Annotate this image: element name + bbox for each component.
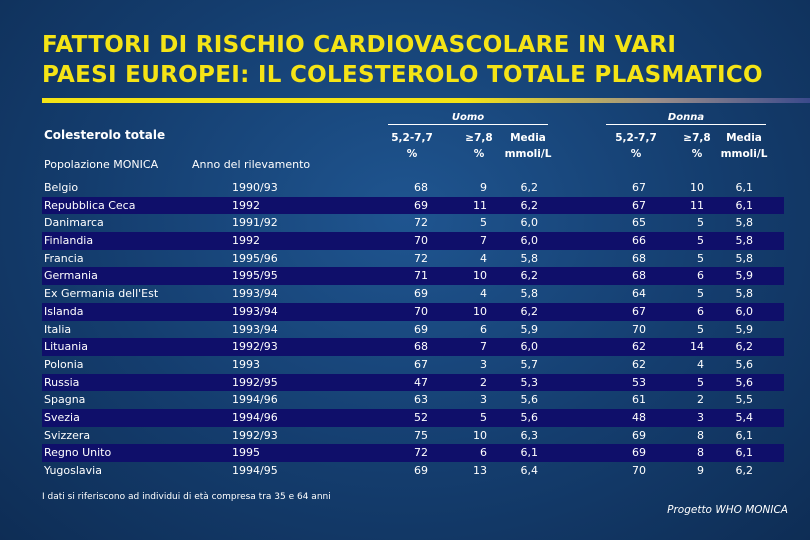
donna-high-cell: 11	[690, 198, 704, 212]
uomo-mean-cell: 5,9	[520, 322, 538, 336]
table-row	[42, 427, 784, 445]
donna-high-cell: 5	[697, 251, 704, 265]
table-row	[42, 197, 784, 215]
col-header-uomo-mean: Media mmoli/L	[504, 132, 552, 160]
country-cell: Francia	[44, 251, 84, 265]
year-cell: 1992	[232, 234, 260, 248]
chart-title	[42, 30, 782, 90]
uomo-mean-cell: 6,0	[520, 234, 538, 248]
year-cell: 1994/96	[232, 410, 278, 424]
donna-mean-cell: 5,5	[735, 393, 753, 407]
uomo-high-cell: 9	[480, 181, 487, 194]
uomo-high-cell: 5	[480, 216, 487, 230]
country-cell: Spagna	[44, 393, 86, 407]
donna-range-cell: 68	[632, 251, 646, 265]
uomo-range-cell: 68	[414, 181, 428, 194]
uomo-range-cell: 71	[414, 269, 428, 283]
table-row	[42, 232, 784, 250]
donna-high-cell: 5	[697, 287, 704, 301]
country-cell: Finlandia	[44, 234, 94, 248]
donna-range-cell: 62	[632, 357, 646, 371]
table-row	[42, 303, 784, 321]
uomo-mean-cell: 6,0	[520, 216, 538, 230]
year-cell: 1993/94	[232, 304, 278, 318]
col-header-uomo-range: 5,2-7,7 %	[391, 132, 433, 160]
uomo-mean-cell: 6,0	[520, 340, 538, 354]
uomo-mean-cell: 6,2	[520, 181, 538, 194]
donna-high-cell: 4	[697, 357, 704, 371]
donna-high-cell: 14	[690, 340, 704, 354]
country-cell: Yugoslavia	[44, 464, 102, 477]
uomo-range-cell: 69	[414, 464, 428, 477]
uomo-high-cell: 6	[480, 322, 487, 336]
year-cell: 1993/94	[232, 287, 278, 301]
uomo-range-cell: 47	[414, 375, 428, 389]
donna-mean-cell: 6,1	[735, 198, 753, 212]
year-cell: 1992	[232, 198, 260, 212]
uomo-high-cell: 3	[480, 357, 487, 371]
country-cell: Svizzera	[44, 428, 91, 442]
donna-high-cell: 5	[697, 375, 704, 389]
col-header-donna-mean: Media mmoli/L	[720, 132, 768, 160]
table-row	[42, 374, 784, 392]
uomo-high-cell: 3	[480, 393, 487, 407]
uomo-range-cell: 69	[414, 322, 428, 336]
table-row	[42, 356, 784, 374]
uomo-high-cell: 10	[473, 304, 487, 318]
donna-high-cell: 6	[697, 269, 704, 283]
donna-range-cell: 67	[632, 304, 646, 318]
uomo-high-cell: 11	[473, 198, 487, 212]
donna-mean-cell: 6,1	[735, 446, 753, 460]
donna-mean-cell: 6,1	[735, 181, 753, 194]
uomo-high-cell: 4	[480, 251, 487, 265]
uomo-high-cell: 5	[480, 410, 487, 424]
uomo-range-cell: 70	[414, 304, 428, 318]
donna-range-cell: 67	[632, 181, 646, 194]
year-cell: 1993	[232, 357, 260, 371]
uomo-high-cell: 13	[473, 464, 487, 477]
donna-mean-cell: 5,8	[735, 287, 753, 301]
donna-range-cell: 64	[632, 287, 646, 301]
uomo-mean-cell: 5,3	[520, 375, 538, 389]
donna-mean-cell: 5,6	[735, 375, 753, 389]
uomo-range-cell: 67	[414, 357, 428, 371]
source-credit: Progetto WHO MONICA	[667, 504, 788, 516]
col-header-uomo-high: ≥7,8 %	[465, 132, 493, 160]
donna-mean-cell: 5,8	[735, 234, 753, 248]
table-row	[42, 267, 784, 285]
donna-high-cell: 10	[690, 181, 704, 194]
donna-high-cell: 3	[697, 410, 704, 424]
uomo-high-cell: 4	[480, 287, 487, 301]
country-cell: Italia	[44, 322, 72, 336]
country-cell: Danimarca	[44, 216, 104, 230]
uomo-range-cell: 69	[414, 287, 428, 301]
table-row	[42, 285, 784, 303]
row-header-year: Anno del rilevamento	[192, 158, 311, 171]
year-cell: 1995	[232, 446, 260, 460]
country-cell: Repubblica Ceca	[44, 198, 136, 212]
table-row	[42, 444, 784, 462]
year-cell: 1991/92	[232, 216, 278, 230]
donna-range-cell: 48	[632, 410, 646, 424]
uomo-range-cell: 72	[414, 251, 428, 265]
donna-mean-cell: 5,6	[735, 357, 753, 371]
uomo-range-cell: 72	[414, 216, 428, 230]
year-cell: 1992/93	[232, 428, 278, 442]
footnote: I dati si riferiscono ad individui di età compresa tra 35 e 64 anni	[42, 492, 331, 502]
uomo-high-cell: 10	[473, 428, 487, 442]
country-cell: Lituania	[44, 340, 88, 354]
donna-mean-cell: 5,8	[735, 251, 753, 265]
year-cell: 1990/93	[232, 181, 278, 194]
year-cell: 1995/95	[232, 269, 278, 283]
donna-mean-cell: 6,2	[735, 464, 753, 477]
table-row	[42, 179, 784, 197]
table-row	[42, 409, 784, 427]
year-cell: 1995/96	[232, 251, 278, 265]
table-main-header: Colesterolo totale	[44, 128, 166, 142]
uomo-mean-cell: 5,6	[520, 410, 538, 424]
year-cell: 1994/96	[232, 393, 278, 407]
group-header-donna: Donna	[606, 112, 766, 125]
table-row	[42, 338, 784, 356]
donna-mean-cell: 5,9	[735, 269, 753, 283]
donna-high-cell: 5	[697, 322, 704, 336]
uomo-mean-cell: 6,1	[520, 446, 538, 460]
country-cell: Svezia	[44, 410, 80, 424]
group-header-uomo: Uomo	[388, 112, 548, 125]
donna-range-cell: 65	[632, 216, 646, 230]
uomo-mean-cell: 5,8	[520, 287, 538, 301]
title-line-1: FATTORI DI RISCHIO CARDIOVASCOLARE IN VARI	[42, 32, 677, 58]
country-cell: Russia	[44, 375, 80, 389]
donna-range-cell: 61	[632, 393, 646, 407]
donna-range-cell: 67	[632, 198, 646, 212]
donna-range-cell: 70	[632, 464, 646, 477]
uomo-high-cell: 7	[480, 340, 487, 354]
table-row	[42, 250, 784, 268]
uomo-range-cell: 69	[414, 198, 428, 212]
uomo-mean-cell: 6,2	[520, 269, 538, 283]
donna-mean-cell: 6,2	[735, 340, 753, 354]
donna-high-cell: 5	[697, 216, 704, 230]
donna-range-cell: 66	[632, 234, 646, 248]
year-cell: 1994/95	[232, 464, 278, 477]
donna-mean-cell: 5,4	[735, 410, 753, 424]
donna-high-cell: 6	[697, 304, 704, 318]
uomo-range-cell: 75	[414, 428, 428, 442]
col-header-donna-high: ≥7,8 %	[683, 132, 711, 160]
donna-mean-cell: 5,9	[735, 322, 753, 336]
country-cell: Polonia	[44, 357, 84, 371]
uomo-high-cell: 10	[473, 269, 487, 283]
uomo-mean-cell: 6,3	[520, 428, 538, 442]
country-cell: Islanda	[44, 304, 84, 318]
country-cell: Ex Germania dell'Est	[44, 287, 159, 301]
uomo-high-cell: 7	[480, 234, 487, 248]
year-cell: 1992/93	[232, 340, 278, 354]
title-underline	[42, 98, 810, 103]
table-row	[42, 214, 784, 232]
donna-high-cell: 8	[697, 446, 704, 460]
donna-mean-cell: 6,0	[735, 304, 753, 318]
row-header-country: Popolazione MONICA	[44, 158, 159, 171]
uomo-range-cell: 72	[414, 446, 428, 460]
uomo-range-cell: 52	[414, 410, 428, 424]
data-table	[42, 179, 784, 480]
uomo-mean-cell: 6,2	[520, 304, 538, 318]
year-cell: 1992/95	[232, 375, 278, 389]
uomo-range-cell: 63	[414, 393, 428, 407]
donna-range-cell: 69	[632, 428, 646, 442]
donna-range-cell: 68	[632, 269, 646, 283]
donna-high-cell: 8	[697, 428, 704, 442]
donna-range-cell: 62	[632, 340, 646, 354]
title-line-2: PAESI EUROPEI: IL COLESTEROLO TOTALE PLASMATICO	[42, 62, 763, 88]
uomo-mean-cell: 5,6	[520, 393, 538, 407]
uomo-range-cell: 70	[414, 234, 428, 248]
year-cell: 1993/94	[232, 322, 278, 336]
uomo-mean-cell: 5,7	[520, 357, 538, 371]
uomo-range-cell: 68	[414, 340, 428, 354]
donna-high-cell: 5	[697, 234, 704, 248]
table-row	[42, 462, 784, 480]
table-row	[42, 391, 784, 409]
donna-high-cell: 2	[697, 393, 704, 407]
table-row	[42, 321, 784, 339]
country-cell: Germania	[44, 269, 98, 283]
country-cell: Regno Unito	[44, 446, 112, 460]
country-cell: Belgio	[44, 181, 79, 194]
donna-mean-cell: 6,1	[735, 428, 753, 442]
uomo-high-cell: 6	[480, 446, 487, 460]
uomo-mean-cell: 5,8	[520, 251, 538, 265]
donna-mean-cell: 5,8	[735, 216, 753, 230]
donna-range-cell: 53	[632, 375, 646, 389]
donna-high-cell: 9	[697, 464, 704, 477]
col-header-donna-range: 5,2-7,7 %	[615, 132, 657, 160]
uomo-mean-cell: 6,2	[520, 198, 538, 212]
donna-range-cell: 70	[632, 322, 646, 336]
donna-range-cell: 69	[632, 446, 646, 460]
uomo-high-cell: 2	[480, 375, 487, 389]
uomo-mean-cell: 6,4	[520, 464, 538, 477]
